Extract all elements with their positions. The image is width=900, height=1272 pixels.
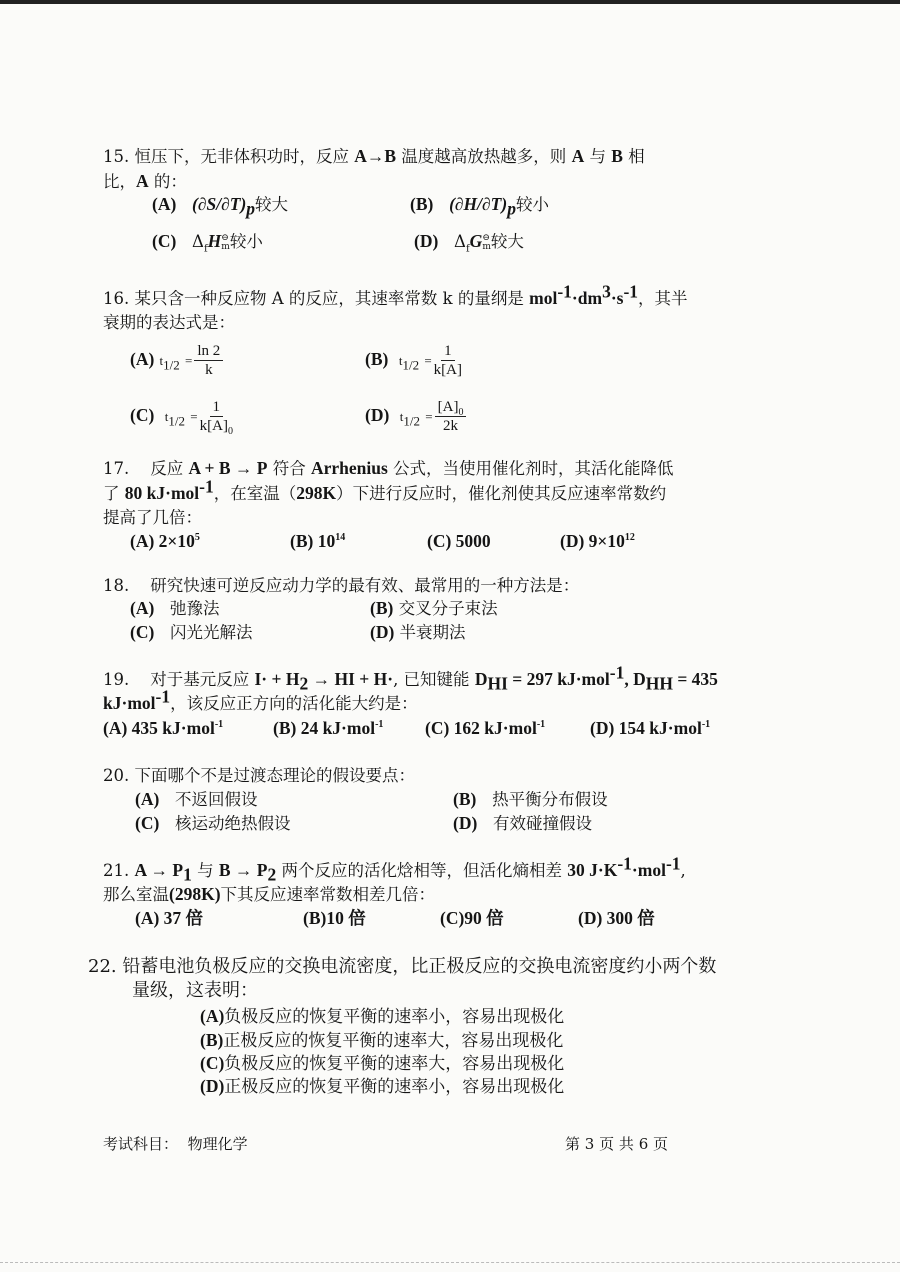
q16-option-c: (C) $t_{1/2}$ = $\frac{1}{k[A]_0}$: [130, 399, 233, 437]
q22-stem-line1: 22. 铅蓄电池负极反应的交换电流密度，比正极反应的交换电流密度约小两个数: [88, 956, 717, 977]
q19-stem-line2: kJ·mol$^{-1}$，该反应正方向的活化能大约是：: [103, 686, 418, 713]
q20-option-d: (D) 有效碰撞假设: [453, 813, 593, 833]
q15-option-c: (C) $\Delta_fH$ ⊖ m 较小: [152, 231, 263, 255]
q21-option-a: (A) 37 倍: [135, 908, 204, 928]
q19-option-b: (B) 24 kJ·mol$^{-1}$: [273, 718, 384, 738]
q15-option-a: (A) $(\partial S/\partial T)_p$较大: [152, 194, 289, 219]
footer-page-number: 第 3 页 共 6 页: [565, 1135, 669, 1153]
q20-option-a: (A) 不返回假设: [135, 789, 258, 809]
q21-stem-line2: 那么室温(298K)下其反应速率常数相差几倍：: [103, 884, 436, 904]
q17-option-a: (A) $2\times 10^5$: [130, 531, 200, 551]
q16-option-d: (D) $t_{1/2}$ = $\frac{[A]_0}{2k}$: [365, 398, 466, 435]
q19-option-c: (C) 162 kJ·mol$^{-1}$: [425, 718, 546, 738]
footer-subject: 考试科目： 物理化学: [103, 1135, 248, 1153]
q15-stem-line2: 比，A 的：: [103, 171, 187, 191]
q17-stem-line1: 17. 反应 A + B → P 符合 Arrhenius 公式，当使用催化剂时，其活化能降低: [103, 458, 674, 478]
q18-option-c: (C) 闪光光解法: [130, 622, 253, 642]
scan-edge: [0, 0, 900, 4]
scan-edge-bottom: [0, 1262, 900, 1264]
q16-stem-line2: 衰期的表达式是：: [103, 313, 235, 332]
q17-stem-line2: 了 80 kJ·mol$^{-1}$，在室温（298K）下进行反应时，催化剂使其反应速率常数约: [103, 476, 667, 503]
q17-option-c: (C) 5000: [427, 531, 491, 551]
q19-stem-line1: 19. 对于基元反应 $I\cdot + H_2$ → HI + H·, 已知键能 $D_{HI} = 297$ kJ·mol$^{-1}$, $D_{HH} = 435$: [103, 662, 718, 694]
q18-option-d: (D) 半衰期法: [370, 622, 466, 642]
q17-stem-line3: 提高了几倍：: [103, 508, 202, 527]
q20-option-b: (B) 热平衡分布假设: [453, 789, 608, 809]
q15-option-d: (D) $\Delta_fG$ ⊖ m 较大: [414, 231, 524, 255]
q22-option-d: (D)正极反应的恢复平衡的速率小，容易出现极化: [200, 1076, 565, 1097]
q15-option-b: (B) $(\partial H/\partial T)_p$较小: [410, 194, 549, 219]
q21-option-b: (B)10 倍: [303, 908, 366, 928]
q18-option-a: (A) 弛豫法: [130, 598, 220, 618]
q20-stem: 20. 下面哪个不是过渡态理论的假设要点：: [103, 766, 415, 785]
q18-option-b: (B) 交叉分子束法: [370, 598, 498, 618]
q22-option-a: (A)负极反应的恢复平衡的速率小，容易出现极化: [200, 1006, 565, 1027]
q21-option-d: (D) 300 倍: [578, 908, 655, 928]
q22-stem-line2: 量级，这表明：: [132, 980, 258, 1001]
q16-stem-line1: 16. 某只含一种反应物 A 的反应，其速率常数 k 的量纲是 $mol^{-1}\cdot dm^3\cdot s^{-1}$，其半: [103, 281, 688, 308]
q21-stem-line1: 21. $A \to P_1$ 与 $B \to P_2$ 两个反应的活化焓相等，但活化熵相差 30 $J\cdot K^{-1}\cdot mol^{-1}$,: [103, 853, 686, 885]
q16-option-b: (B) $t_{1/2}$ = $\frac{1}{k[A]}$: [365, 343, 462, 378]
q17-option-d: (D) $9\times 10^{12}$: [560, 531, 635, 551]
q22-option-b: (B)正极反应的恢复平衡的速率大，容易出现极化: [200, 1030, 564, 1051]
q18-stem: 18. 研究快速可逆反应动力学的最有效、最常用的一种方法是：: [103, 576, 580, 595]
q19-option-a: (A) 435 kJ·mol$^{-1}$: [103, 718, 224, 738]
q19-option-d: (D) 154 kJ·mol$^{-1}$: [590, 718, 711, 738]
q15-stem-line1: 15. 恒压下，无非体积功时，反应 A→B 温度越高放热越多，则 A 与 B 相: [103, 146, 645, 166]
q21-option-c: (C)90 倍: [440, 908, 504, 928]
q17-option-b: (B) $10^{14}$: [290, 531, 346, 551]
q22-option-c: (C)负极反应的恢复平衡的速率大，容易出现极化: [200, 1053, 565, 1074]
q20-option-c: (C) 核运动绝热假设: [135, 813, 291, 833]
q16-option-a: (A) $t_{1/2}$ = $\frac{\ln 2}{k}$: [130, 342, 223, 379]
